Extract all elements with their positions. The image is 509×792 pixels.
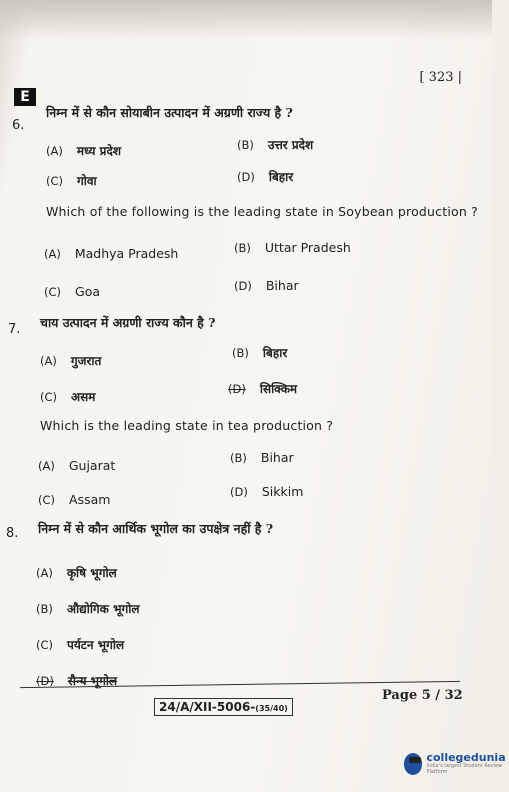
option xyxy=(234,278,299,293)
top-page-number: [ 323 | xyxy=(419,70,462,85)
option-text: Assam xyxy=(69,492,111,507)
option xyxy=(36,600,140,617)
option-text: औद्योगिक भूगोल xyxy=(66,602,140,616)
option xyxy=(36,636,124,653)
option-text: सिक्किम xyxy=(259,382,298,396)
option-label: (A) xyxy=(44,247,61,261)
question-number: 8. xyxy=(6,526,19,541)
option-label: (A) xyxy=(36,566,53,580)
option xyxy=(40,352,101,369)
option-text: कृषि भूगोल xyxy=(66,566,117,580)
option-label: (C) xyxy=(44,285,62,299)
option-label: (B) xyxy=(36,602,53,616)
option-text: Gujarat xyxy=(68,458,116,473)
option xyxy=(38,492,110,507)
option-text: सैन्य भूगोल xyxy=(67,674,118,688)
question-text-hindi: निम्न में से कौन आर्थिक भूगोल का उपक्षेत्र नहीं है ? xyxy=(38,521,274,536)
option-text: पर्यटन भूगोल xyxy=(67,638,125,652)
option xyxy=(228,380,297,397)
option xyxy=(234,240,351,255)
logo-mascot-icon xyxy=(404,753,422,775)
option-label: (D) xyxy=(234,279,252,293)
option-text: मध्य प्रदेश xyxy=(76,144,122,158)
option-text: बिहार xyxy=(268,170,294,184)
option-label: (A) xyxy=(40,354,57,368)
option-text: बिहार xyxy=(262,346,288,360)
option xyxy=(38,458,115,473)
question-text-hindi: निम्न में से कौन सोयाबीन उत्पादन में अग्रणी राज्य है ? xyxy=(46,105,293,120)
logo-brand: collegedunia xyxy=(426,751,506,764)
option-label: (C) xyxy=(38,493,56,507)
option-label: (B) xyxy=(230,451,247,465)
paper-code-main: 24/A/XII-5006- xyxy=(159,700,256,714)
option-label: (B) xyxy=(237,138,254,152)
watermark-logo xyxy=(404,752,509,775)
option-label: (D) xyxy=(228,382,246,396)
question-text-english: Which of the following is the leading state in Soybean production ? xyxy=(46,204,479,219)
option xyxy=(46,142,121,159)
question-number: 6. xyxy=(12,118,25,133)
option xyxy=(40,388,95,405)
option-text: Madhya Pradesh xyxy=(74,246,179,261)
option xyxy=(230,450,294,465)
option xyxy=(36,564,117,581)
question-number: 7. xyxy=(8,322,21,337)
option xyxy=(237,136,313,153)
option-text: Sikkim xyxy=(261,484,304,499)
option-label: (B) xyxy=(232,346,249,360)
option-text: गोवा xyxy=(77,174,97,188)
option-label: (D) xyxy=(230,485,248,499)
option-label: (C) xyxy=(36,638,54,652)
option xyxy=(44,246,178,261)
option xyxy=(230,484,303,499)
option-text: Uttar Pradesh xyxy=(264,240,351,255)
option-text: उत्तर प्रदेश xyxy=(267,138,314,152)
page-shadow xyxy=(0,0,492,40)
section-badge: E xyxy=(14,88,36,106)
logo-tagline: India's largest Student Review Platform xyxy=(426,763,503,775)
option-text: Bihar xyxy=(265,278,299,293)
option-label: (D) xyxy=(36,674,54,688)
option xyxy=(44,284,100,299)
question-text-hindi: चाय उत्पादन में अग्रणी राज्य कौन है ? xyxy=(40,315,216,330)
option-text: Bihar xyxy=(260,450,294,465)
question-text-english: Which is the leading state in tea production ? xyxy=(40,418,334,433)
paper-code xyxy=(154,698,293,716)
option xyxy=(46,172,97,189)
option-label: (A) xyxy=(46,144,63,158)
option-text: असम xyxy=(71,390,96,404)
option-label: (B) xyxy=(234,241,251,255)
paper-code-sub: (35/40) xyxy=(255,704,288,713)
option-label: (D) xyxy=(237,170,255,184)
option xyxy=(237,168,293,185)
page-number: Page 5 / 32 xyxy=(382,688,463,703)
option-label: (C) xyxy=(46,174,64,188)
option-text: Goa xyxy=(75,284,101,299)
option-label: (C) xyxy=(40,390,58,404)
option xyxy=(232,344,287,361)
option-label: (A) xyxy=(38,459,55,473)
option-text: गुजरात xyxy=(70,354,102,368)
